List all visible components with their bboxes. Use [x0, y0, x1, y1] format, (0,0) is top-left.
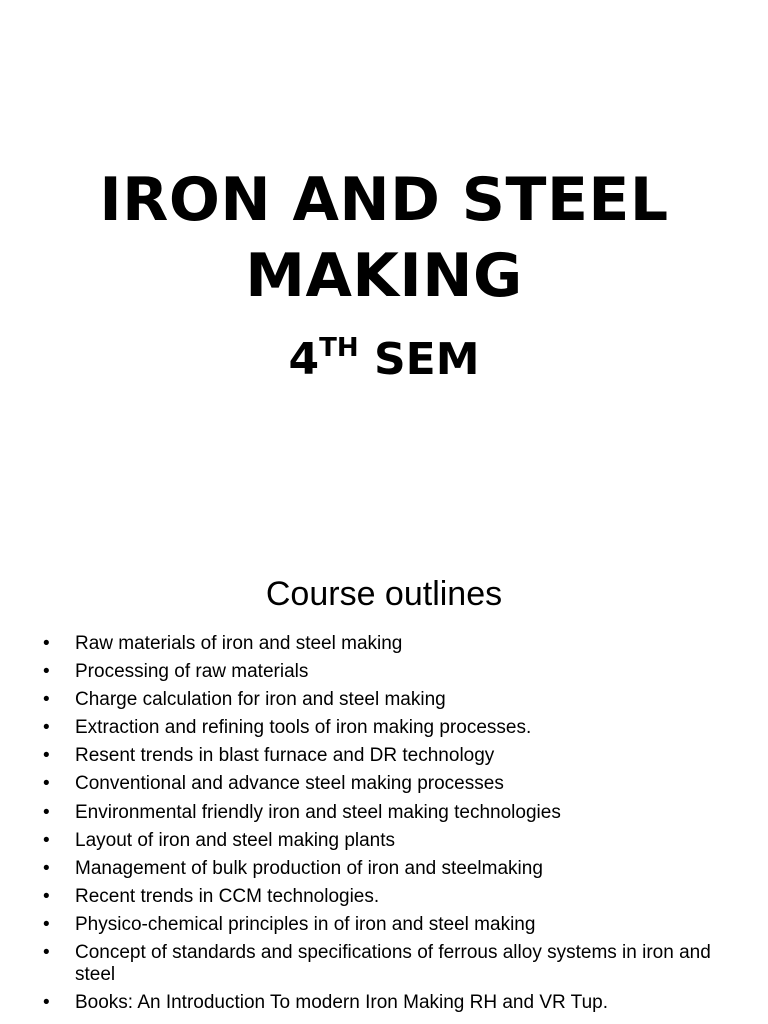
bullet-icon: •	[43, 942, 50, 964]
bullet-icon: •	[43, 633, 50, 654]
bullet-icon: •	[43, 773, 50, 795]
outline-item	[0, 717, 768, 739]
outline-item	[0, 914, 768, 936]
outline-heading: Course outlines	[265, 575, 503, 613]
outline-item-text: Layout of iron and steel making plants	[75, 829, 396, 851]
outline-list	[0, 633, 768, 1020]
outline-item	[0, 858, 768, 880]
slide-title	[0, 162, 768, 314]
outline-item-text: Physico-chemical principles in of iron and steel making	[75, 913, 536, 935]
outline-item-text: Management of bulk production of iron and steelmaking	[75, 857, 543, 879]
outline-item-text: Raw materials of iron and steel making	[75, 633, 403, 654]
outline-item	[0, 830, 768, 852]
outline-item-text: Resent trends in blast furnace and DR technology	[75, 745, 495, 767]
outline-item	[0, 992, 768, 1014]
bullet-icon: •	[43, 801, 50, 823]
outline-item-text: Books: An Introduction To modern Iron Making RH and VR Tup.	[75, 992, 608, 1014]
outline-item-text: Extraction and refining tools of iron making processes.	[75, 717, 532, 739]
bullet-icon: •	[43, 885, 50, 907]
bullet-icon: •	[43, 717, 50, 739]
semester-number: 4	[288, 334, 320, 385]
outline-item	[0, 886, 768, 908]
slide-title-line-1: IRON AND STEEL	[99, 165, 669, 235]
slide-title-line-2: MAKING	[245, 241, 523, 311]
bullet-icon: •	[43, 661, 50, 683]
bullet-icon: •	[43, 745, 50, 767]
bullet-icon: •	[43, 857, 50, 879]
bullet-icon: •	[43, 829, 50, 851]
bullet-icon: •	[43, 992, 50, 1014]
outline-item-text: Conventional and advance steel making processes	[75, 773, 504, 795]
bullet-icon: •	[43, 913, 50, 935]
outline-item	[0, 689, 768, 711]
bullet-icon: •	[43, 689, 50, 711]
outline-item	[0, 802, 768, 824]
outline-item-text: Charge calculation for iron and steel making	[75, 689, 446, 711]
outline-item-text: Environmental friendly iron and steel making technologies	[75, 801, 561, 823]
outline-item	[0, 661, 768, 683]
outline-item	[0, 633, 768, 655]
outline-item	[0, 745, 768, 767]
semester-subtitle	[0, 332, 768, 388]
outline-item-text: Recent trends in CCM technologies.	[75, 885, 380, 907]
outline-item	[0, 773, 768, 795]
semester-ordinal-suffix: TH	[319, 333, 359, 363]
outline-item-text: Processing of raw materials	[75, 661, 309, 683]
outline-item-text: Concept of standards and specifications of ferrous alloy systems in iron and steel	[75, 942, 711, 986]
outline-item	[0, 942, 768, 986]
semester-word: SEM	[373, 334, 480, 385]
